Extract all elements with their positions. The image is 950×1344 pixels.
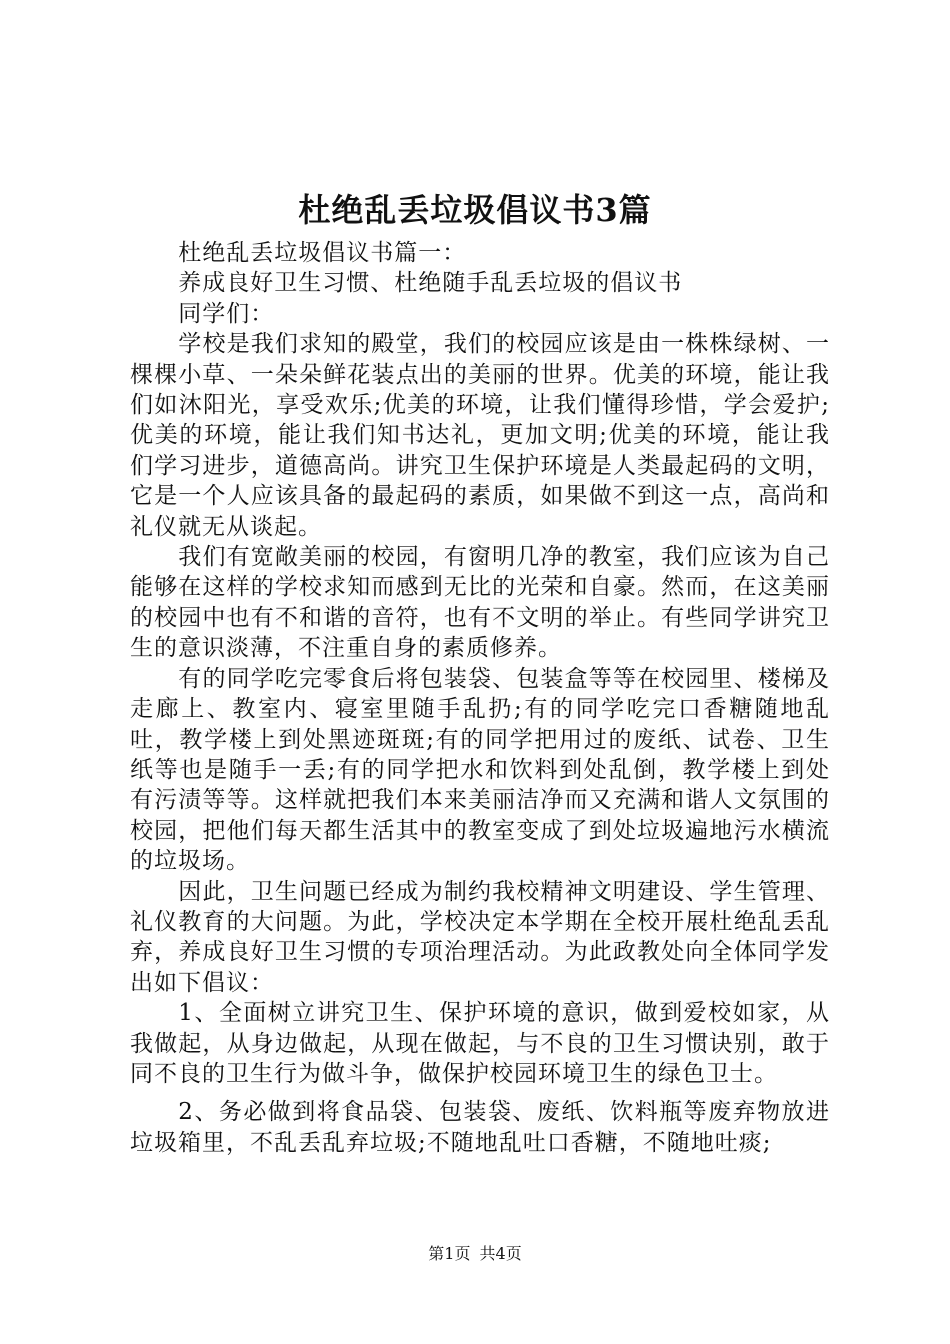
proposal-item-1: 1、全面树立讲究卫生、保护环境的意识，做到爱校如家，从我做起，从身边做起，从现在做起，与不良的卫生习惯诀别，敢于同不良的卫生行为做斗争，做保护校园环境卫生的绿色卫士。 <box>130 1000 830 1087</box>
paragraph-school-decision: 因此，卫生问题已经成为制约我校精神文明建设、学生管理、礼仪教育的大问题。为此，学校决定本学期在全校开展杜绝乱丢乱弃，养成良好卫生习惯的专项治理活动。为此政教处向全体同学发出如下倡议： <box>130 878 830 996</box>
document-body <box>130 238 830 1158</box>
salutation: 同学们： <box>178 300 275 327</box>
section-heading: 杜绝乱丢垃圾倡议书篇一： <box>178 240 467 266</box>
paragraph-campus-problems: 我们有宽敞美丽的校园，有窗明几净的教室，我们应该为自己能够在这样的学校求知而感到无比的光荣和自豪。然而，在这美丽的校园中也有不和谐的音符，也有不文明的举止。有些同学讲究卫生的意识淡薄，不注重自身的素质修养。 <box>130 544 830 662</box>
proposal-item-2: 2、务必做到将食品袋、包装袋、废纸、饮料瓶等废弃物放进垃圾箱里，不乱丢乱弃垃圾;不随地乱吐口香糖，不随地吐痰; <box>130 1099 830 1156</box>
paragraph-littering-behaviors: 有的同学吃完零食后将包装袋、包装盒等等在校园里、楼梯及走廊上、教室内、寝室里随手乱扔;有的同学吃完口香糖随地乱吐，教学楼上到处黑迹斑斑;有的同学把用过的废纸、试卷、卫生纸等也是随手一丢;有的同学把水和饮料到处乱倒，教学楼上到处有污渍等等。这样就把我们本来美丽洁净而又充满和谐人文氛围的校园，把他们每天都生活其中的教室变成了到处垃圾遍地污水横流的垃圾场。 <box>130 665 830 875</box>
paragraph-campus-environment: 学校是我们求知的殿堂，我们的校园应该是由一株株绿树、一棵棵小草、一朵朵鲜花装点出的美丽的世界。优美的环境，能让我们如沐阳光，享受欢乐;优美的环境，让我们懂得珍惜，学会爱护;优美的环境，能让我们知书达礼，更加文明;优美的环境，能让我们学习进步，道德高尚。讲究卫生保护环境是人类最起码的文明，它是一个人应该具备的最起码的素质，如果做不到这一点，高尚和礼仪就无从谈起。 <box>130 331 830 540</box>
proposal-title: 养成良好卫生习惯、杜绝随手乱丢垃圾的倡议书 <box>178 270 683 297</box>
document-title: 杜绝乱丢垃圾倡议书3篇 <box>298 191 652 229</box>
page-footer: 第1页 共4页 <box>428 1244 522 1263</box>
